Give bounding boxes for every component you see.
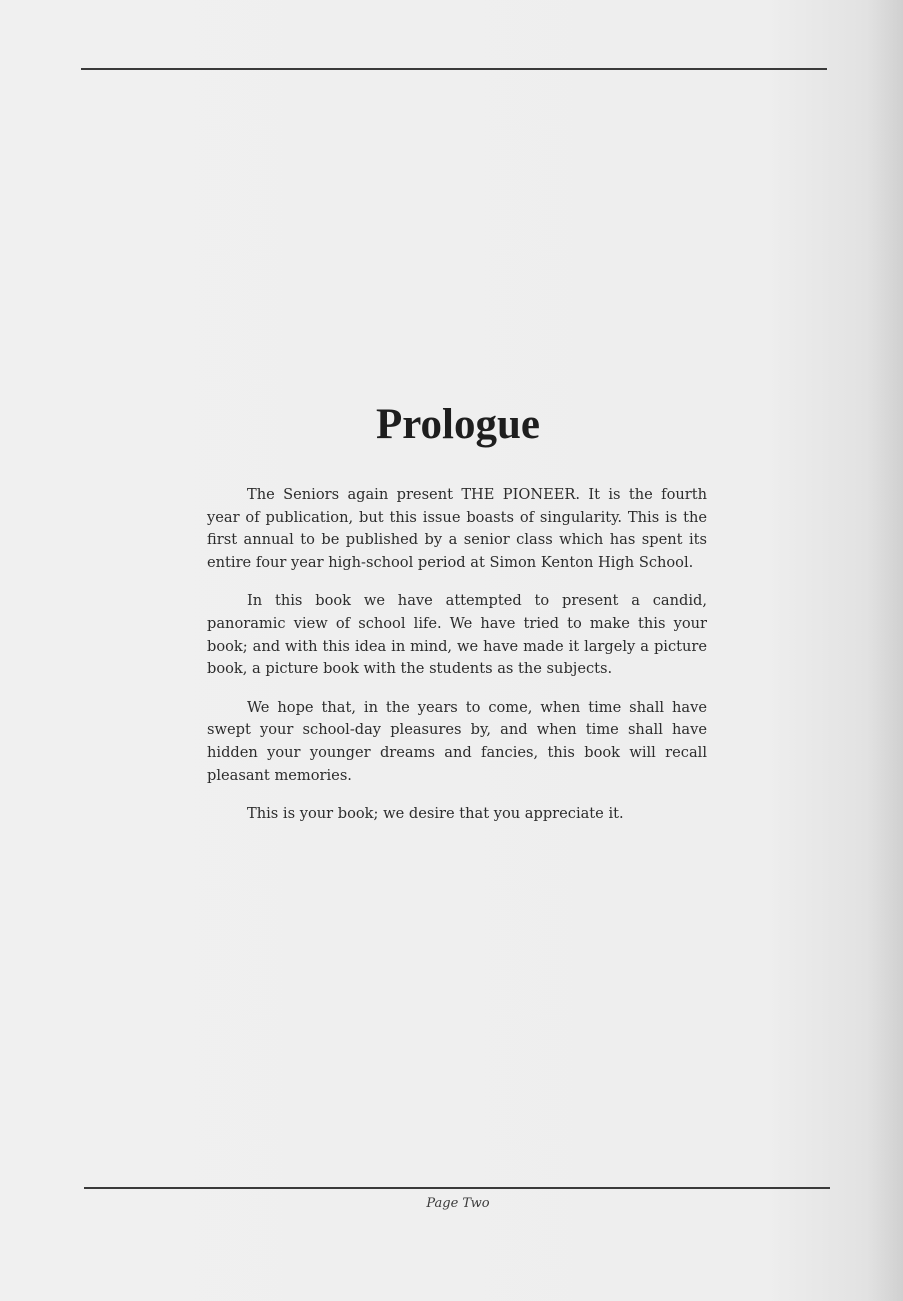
prologue-body — [207, 484, 707, 842]
page-title: Prologue — [375, 401, 541, 448]
bottom-rule — [84, 1187, 830, 1189]
paragraph-4: This is your book; we desire that you appreciate it. — [247, 805, 624, 823]
paragraph-2: In this book we have attempted to present a candid, panoramic view of school life. We have tried to make this your book; and with this idea in mind, we have made it largely a picture book, a picture book with the students as the subjects. — [207, 592, 707, 678]
top-rule — [81, 68, 827, 70]
paragraph-1: The Seniors again present THE PIONEER. It is the fourth year of publication, but this issue boasts of singularity. This is the first annual to be published by a senior class which has spent its entire four year high-school period at Simon Kenton High School. — [207, 486, 707, 571]
paragraph-3: We hope that, in the years to come, when time shall have swept your school-day pleasures by, and when time shall have hidden your younger dreams and fancies, this book will recall pleasant memories. — [207, 698, 707, 784]
page-number-footer: Page Two — [426, 1196, 490, 1211]
